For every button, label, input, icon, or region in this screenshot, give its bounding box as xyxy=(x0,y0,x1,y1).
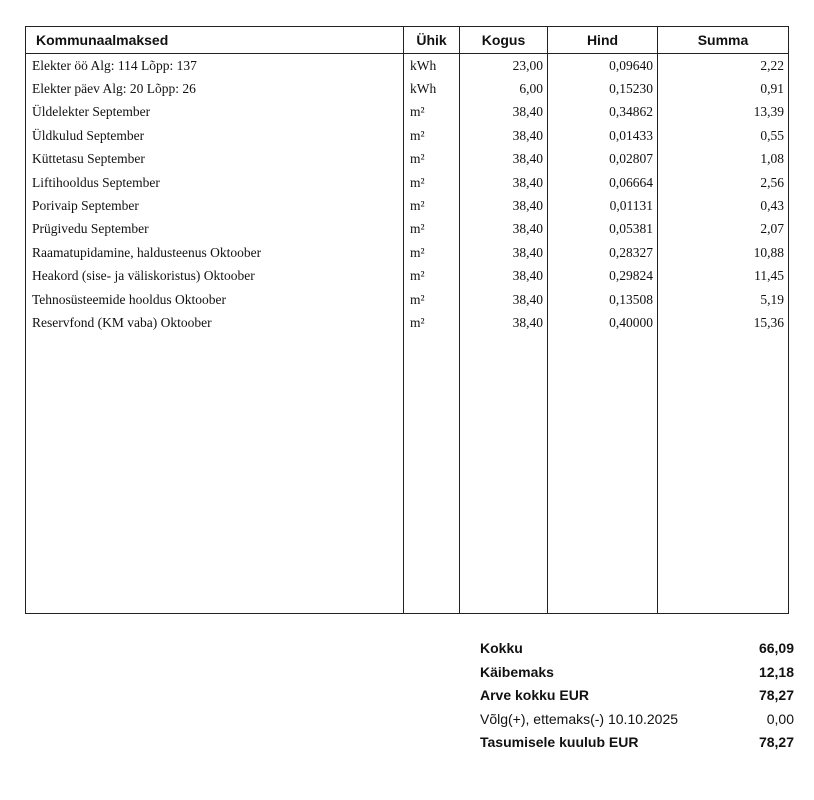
row-name: Porivaip September xyxy=(26,194,404,217)
row-sum: 0,55 xyxy=(658,124,789,147)
row-name: Tehnosüsteemide hooldus Oktoober xyxy=(26,288,404,311)
table-row xyxy=(26,265,789,288)
row-sum: 2,22 xyxy=(658,54,789,78)
table-row xyxy=(26,171,789,194)
row-unit: m² xyxy=(404,171,460,194)
row-sum: 11,45 xyxy=(658,265,789,288)
row-name: Raamatupidamine, haldusteenus Oktoober xyxy=(26,241,404,264)
total-row xyxy=(480,661,794,685)
header-name: Kommunaalmaksed xyxy=(26,27,404,54)
total-label: Kokku xyxy=(480,640,523,656)
total-value: 78,27 xyxy=(758,687,794,704)
row-sum: 0,43 xyxy=(658,194,789,217)
table-row xyxy=(26,288,789,311)
total-row xyxy=(480,731,794,755)
row-price: 0,02807 xyxy=(548,148,658,171)
row-price: 0,15230 xyxy=(548,77,658,100)
row-unit: m² xyxy=(404,288,460,311)
row-sum: 2,07 xyxy=(658,218,789,241)
table-row xyxy=(26,241,789,264)
row-price: 0,06664 xyxy=(548,171,658,194)
row-qty: 6,00 xyxy=(460,77,548,100)
table-body xyxy=(26,54,789,614)
row-price: 0,09640 xyxy=(548,54,658,78)
table-row xyxy=(26,124,789,147)
table-row xyxy=(26,54,789,78)
row-price: 0,05381 xyxy=(548,218,658,241)
totals-block xyxy=(480,637,794,755)
row-unit: m² xyxy=(404,101,460,124)
empty-cell xyxy=(404,335,460,614)
row-price: 0,01131 xyxy=(548,194,658,217)
row-price: 0,29824 xyxy=(548,265,658,288)
header-sum: Summa xyxy=(658,27,789,54)
row-unit: m² xyxy=(404,311,460,334)
total-label: Arve kokku EUR xyxy=(480,687,589,704)
row-name: Üldkulud September xyxy=(26,124,404,147)
row-price: 0,40000 xyxy=(548,311,658,334)
total-value: 0,00 xyxy=(766,710,794,727)
row-unit: m² xyxy=(404,265,460,288)
header-unit: Ühik xyxy=(404,27,460,54)
row-qty: 38,40 xyxy=(460,311,548,334)
row-qty: 38,40 xyxy=(460,124,548,147)
row-sum: 15,36 xyxy=(658,311,789,334)
row-name: Liftihooldus September xyxy=(26,171,404,194)
total-row xyxy=(480,708,794,732)
empty-cell xyxy=(26,335,404,614)
total-value: 66,09 xyxy=(758,640,794,656)
row-sum: 2,56 xyxy=(658,171,789,194)
total-label: Tasumisele kuulub EUR xyxy=(480,734,639,751)
total-value: 78,27 xyxy=(758,734,794,751)
row-price: 0,28327 xyxy=(548,241,658,264)
table-row xyxy=(26,194,789,217)
row-qty: 38,40 xyxy=(460,265,548,288)
table-row xyxy=(26,148,789,171)
row-name: Küttetasu September xyxy=(26,148,404,171)
empty-cell xyxy=(548,335,658,614)
table-row xyxy=(26,101,789,124)
row-name: Reservfond (KM vaba) Oktoober xyxy=(26,311,404,334)
utility-charges-table xyxy=(25,26,789,614)
row-unit: kWh xyxy=(404,77,460,100)
table-row xyxy=(26,218,789,241)
row-unit: m² xyxy=(404,241,460,264)
header-row xyxy=(26,27,789,54)
empty-cell xyxy=(658,335,789,614)
row-sum: 0,91 xyxy=(658,77,789,100)
empty-cell xyxy=(460,335,548,614)
total-label: Käibemaks xyxy=(480,663,554,680)
total-row xyxy=(480,637,794,661)
row-name: Prügivedu September xyxy=(26,218,404,241)
row-qty: 38,40 xyxy=(460,101,548,124)
row-qty: 38,40 xyxy=(460,241,548,264)
row-unit: m² xyxy=(404,124,460,147)
row-price: 0,34862 xyxy=(548,101,658,124)
row-name: Elekter öö Alg: 114 Lõpp: 137 xyxy=(26,54,404,78)
header-price: Hind xyxy=(548,27,658,54)
row-qty: 23,00 xyxy=(460,54,548,78)
table-row xyxy=(26,77,789,100)
row-name: Elekter päev Alg: 20 Lõpp: 26 xyxy=(26,77,404,100)
row-qty: 38,40 xyxy=(460,194,548,217)
row-price: 0,13508 xyxy=(548,288,658,311)
row-qty: 38,40 xyxy=(460,148,548,171)
header-qty: Kogus xyxy=(460,27,548,54)
row-unit: m² xyxy=(404,218,460,241)
row-price: 0,01433 xyxy=(548,124,658,147)
table-header xyxy=(26,27,789,54)
row-name: Heakord (sise- ja väliskoristus) Oktoober xyxy=(26,265,404,288)
table-filler-row xyxy=(26,335,789,614)
total-value: 12,18 xyxy=(758,663,794,680)
row-sum: 5,19 xyxy=(658,288,789,311)
total-label: Võlg(+), ettemaks(-) 10.10.2025 xyxy=(480,710,679,727)
row-qty: 38,40 xyxy=(460,218,548,241)
row-name: Üldelekter September xyxy=(26,101,404,124)
row-qty: 38,40 xyxy=(460,171,548,194)
total-row xyxy=(480,684,794,708)
row-unit: m² xyxy=(404,194,460,217)
row-sum: 1,08 xyxy=(658,148,789,171)
row-unit: m² xyxy=(404,148,460,171)
row-sum: 13,39 xyxy=(658,101,789,124)
row-unit: kWh xyxy=(404,54,460,78)
row-sum: 10,88 xyxy=(658,241,789,264)
table-row xyxy=(26,311,789,334)
row-qty: 38,40 xyxy=(460,288,548,311)
